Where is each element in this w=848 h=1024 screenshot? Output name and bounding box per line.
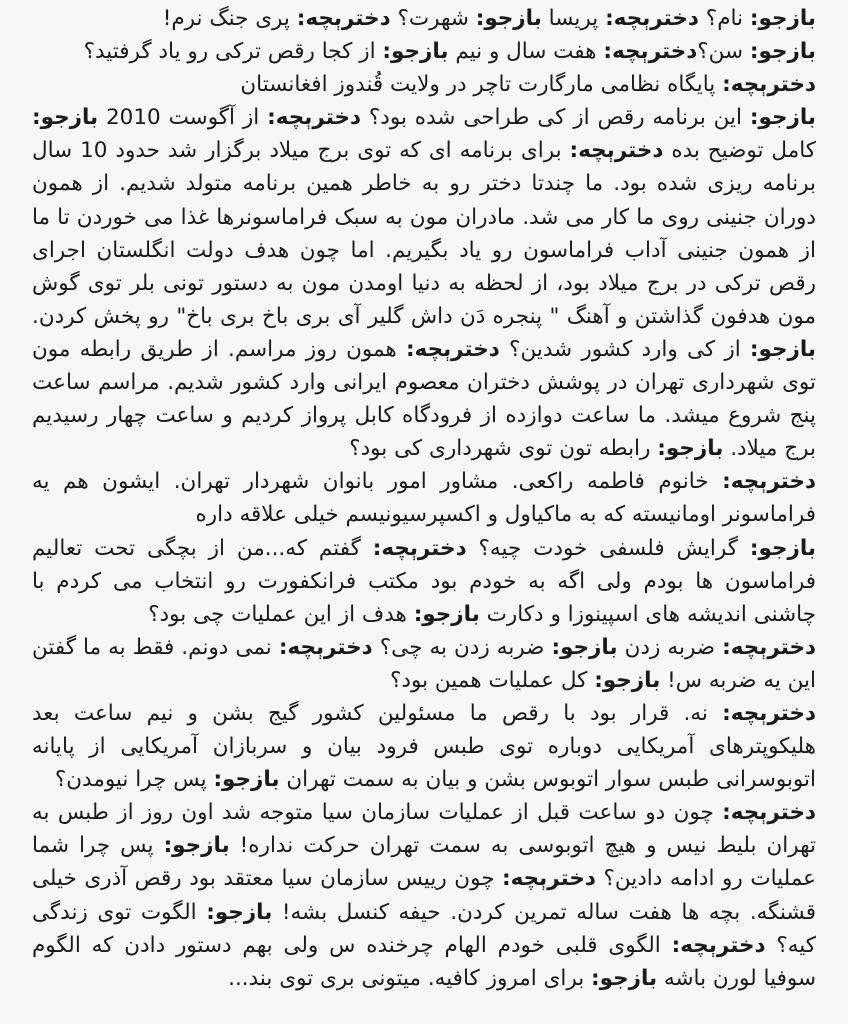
dialogue-text: پری جنگ نرم! xyxy=(162,6,297,31)
speaker-label: دخترېچه: xyxy=(722,634,817,660)
dialogue-text: خانوم فاطمه راکعی. مشاور امور بانوان شهردار تهران. ایشون هم یه فراماسونر اومانیسته که به ماکیاول و اکسپرسیونیسم خیلی علاقه داره xyxy=(32,469,816,528)
speaker-label: بازجو: xyxy=(591,965,658,991)
speaker-label: دخترېچه: xyxy=(296,6,391,31)
dialogue-text: از کی وارد کشور شدین؟ xyxy=(499,336,750,362)
dialogue-text: گرایش فلسفی خودت چیه؟ xyxy=(466,535,750,561)
dialogue-text: الگوی قلبی خودم الهام چرخنده س ولی بهم دستور دادن که الگوم سوفیا لورن باشه xyxy=(32,932,816,991)
speaker-label: دخترېچه: xyxy=(267,105,361,131)
speaker-label: دخترېچه: xyxy=(372,535,467,561)
dialogue-text: این برنامه رقص از کی طراحی شده بود؟ xyxy=(361,105,750,131)
dialogue-text: ضربه زدن به چی؟ xyxy=(372,634,552,660)
speaker-label: بازجو: xyxy=(32,105,99,131)
dialogue-text: پایگاه نظامی مارگارت تاچر در ولایت قُندوز افغانستان xyxy=(240,72,723,98)
speaker-label: دخترېچه: xyxy=(603,39,698,65)
dialogue-text: سن؟ xyxy=(697,39,750,65)
speaker-label: بازجو: xyxy=(475,6,542,31)
paragraph xyxy=(32,796,816,995)
speaker-label: بازجو: xyxy=(749,535,816,561)
dialogue-text: برای امروز کافیه. میتونی بری توی بند... xyxy=(228,965,592,991)
dialogue-text: پس چرا شما عملیات رو ادامه دادین؟ xyxy=(32,833,816,892)
dialogue-text: همون روز مراسم. از طریق رابطه مون توی شهرداری تهران در پوشش دختران معصوم ایرانی وارد کشور شدیم. مراسم ساعت پنج شروع میشد. ما ساعت دوازده از فرودگاه کابل پرواز کردیم و ساعت چهار رسیدیم برج میلاد. xyxy=(32,336,816,462)
dialogue-text: گفتم که...من از بچگی تحت تعالیم فراماسون ها بودم ولی اگه به خودم بود مکتب فرانکفورت رو انتخاب می کردم با چاشنی اندیشه های اسپینوزا و دکارت xyxy=(32,535,816,627)
paragraph xyxy=(32,35,816,68)
speaker-label: بازجو: xyxy=(206,899,273,925)
speaker-label: دخترېچه: xyxy=(722,469,816,495)
dialogue-text: از آگوست 2010 xyxy=(98,105,268,131)
speaker-label: بازجو: xyxy=(749,39,816,65)
dialogue-text: نه. قرار بود با رقص ما مسئولین کشور گیج بشن و نیم ساعت بعد هلیکوپترهای آمریکایی دوباره توی طبس فرود بیان و سربازان آمریکایی از پایانه اتوبوسرانی طبس سوار اتوبوس بشن و بیان به سمت تهران xyxy=(32,700,816,793)
speaker-label: دخترېچه: xyxy=(722,800,816,826)
dialogue-text: هدف از این عملیات چی بود؟ xyxy=(148,601,414,627)
speaker-label: دخترېچه: xyxy=(671,932,766,958)
speaker-label: بازجو: xyxy=(163,833,230,859)
paragraph xyxy=(32,532,816,631)
dialogue-text: رابطه تون توی شهرداری کی بود؟ xyxy=(349,436,658,462)
dialogue-text: هفت سال و نیم xyxy=(448,39,604,65)
speaker-label: دخترېچه: xyxy=(278,634,373,660)
speaker-label: بازجو: xyxy=(413,601,480,627)
dialogue-text: پس چرا نیومدن؟ xyxy=(54,767,214,793)
paragraph xyxy=(32,697,816,796)
speaker-label: بازجو: xyxy=(749,6,816,31)
paragraph xyxy=(32,68,816,101)
dialogue-text: چون رییس سازمان سیا معتقد بود رقص آذری خیلی قشنگه. بچه ها هفت ساله تمرین کردن. حیفه کنسل بشه! xyxy=(32,866,816,925)
speaker-label: بازجو: xyxy=(749,105,816,131)
paragraph xyxy=(32,101,816,465)
speaker-label: بازجو: xyxy=(382,39,449,65)
speaker-label: دخترېچه: xyxy=(722,700,816,726)
dialogue-text: چون دو ساعت قبل از عملیات سازمان سیا متوجه شد اون روز از طبس به تهران بلیط نیس و هیچ اتوبوسی به سمت تهران حرکت نداره! xyxy=(32,800,816,859)
speaker-label: دخترېچه: xyxy=(722,72,816,98)
speaker-label: بازجو: xyxy=(657,436,724,462)
dialogue-text: کل عملیات همین بود؟ xyxy=(390,667,595,693)
paragraph xyxy=(32,2,816,35)
speaker-label: بازجو: xyxy=(551,634,618,660)
dialogue-text: پریسا xyxy=(541,6,606,31)
speaker-label: بازجو: xyxy=(594,667,661,693)
dialogue-text: کامل توضیح بده xyxy=(663,138,817,164)
dialogue-text: شهرت؟ xyxy=(390,6,476,31)
dialogue-text: برای برنامه ای که توی برج میلاد برگزار شد حدود 10 سال برنامه ریزی شده بود. ما چندتا دختر رو به خاطر همین برنامه متولد شدیم. از همون دوران جنینی روی ما کار می شد. مادران مون به سبک فراماسونرها غذا می خوردن تا ما از همون جنینی آداب فراماسون رو یاد بگیریم. اما چون هدف دولت انگلستان اجرای رقص ترکی در برج میلاد بود، از لحظه به دنیا اومدن مون به دستور تونی بلر توی گوش مون هدفون گذاشتن و آهنگ " پنجره دَن داش گلیر آی بری باخ بری باخ" رو پخش کردن. xyxy=(32,138,816,329)
speaker-label: دخترېچه: xyxy=(569,138,664,164)
interrogation-transcript xyxy=(32,2,816,995)
speaker-label: دخترېچه: xyxy=(502,866,596,892)
dialogue-text: از کجا رقص ترکی رو یاد گرفتید؟ xyxy=(83,39,383,65)
dialogue-text: نام؟ xyxy=(698,6,750,31)
paragraph xyxy=(32,465,816,531)
speaker-label: دخترېچه: xyxy=(605,6,699,31)
dialogue-text: ضربه زدن xyxy=(617,634,723,660)
speaker-label: بازجو: xyxy=(749,336,816,362)
dialogue-text: الگوت توی زندگی کیه؟ xyxy=(32,899,816,958)
dialogue-text: نمی دونم. فقط به ما گفتن این یه ضربه س! xyxy=(32,634,816,693)
speaker-label: دخترېچه: xyxy=(405,336,500,362)
paragraph xyxy=(32,631,816,697)
speaker-label: بازجو: xyxy=(213,767,280,793)
